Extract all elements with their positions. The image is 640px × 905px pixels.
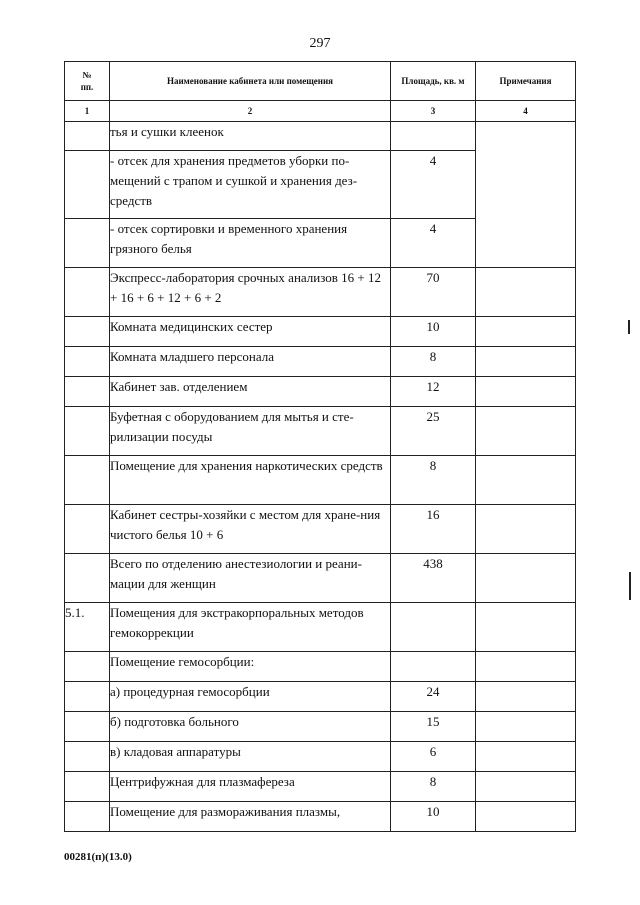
row-number (65, 742, 110, 772)
row-number (65, 772, 110, 802)
room-area: 4 (391, 219, 476, 268)
page-number: 297 (309, 36, 331, 51)
rooms-table (64, 61, 576, 832)
room-area: 16 (391, 505, 476, 554)
row-number (65, 682, 110, 712)
table-header-row (65, 62, 576, 101)
room-name: Комната младшего персонала (110, 347, 391, 377)
row-number (65, 317, 110, 347)
notes-cell (476, 802, 576, 832)
column-number: 2 (110, 101, 391, 122)
room-name: Кабинет зав. отделением (110, 377, 391, 407)
notes-cell (476, 456, 576, 505)
table-row (65, 603, 576, 652)
column-number: 3 (391, 101, 476, 122)
notes-cell (476, 122, 576, 268)
room-area: 6 (391, 742, 476, 772)
room-name: а) процедурная гемосорбции (110, 682, 391, 712)
scan-mark (628, 320, 630, 334)
room-name: Всего по отделению анестезиологии и реани-мации для женщин (110, 554, 391, 603)
room-area (391, 652, 476, 682)
table-body (65, 122, 576, 832)
room-area (391, 122, 476, 151)
notes-cell (476, 505, 576, 554)
column-number: 4 (476, 101, 576, 122)
notes-cell (476, 603, 576, 652)
table-row (65, 268, 576, 317)
header-area: Площадь, кв. м (391, 62, 476, 101)
document-code: 00281(п)(13.0) (64, 851, 132, 863)
room-name: тья и сушки клеенок (110, 122, 391, 151)
row-number (65, 377, 110, 407)
table-row (65, 712, 576, 742)
row-number (65, 122, 110, 151)
column-number: 1 (65, 101, 110, 122)
table-row (65, 122, 576, 151)
table-row (65, 456, 576, 505)
room-name: в) кладовая аппаратуры (110, 742, 391, 772)
room-area: 8 (391, 772, 476, 802)
room-name: б) подготовка больного (110, 712, 391, 742)
room-area (391, 603, 476, 652)
row-number (65, 505, 110, 554)
row-number (65, 151, 110, 219)
row-number (65, 268, 110, 317)
room-area: 438 (391, 554, 476, 603)
notes-cell (476, 682, 576, 712)
row-number (65, 652, 110, 682)
table-row (65, 377, 576, 407)
room-area: 8 (391, 347, 476, 377)
table-row (65, 347, 576, 377)
notes-cell (476, 712, 576, 742)
notes-cell (476, 407, 576, 456)
table-row (65, 554, 576, 603)
table-row (65, 407, 576, 456)
row-number (65, 347, 110, 377)
room-name: Буфетная с оборудованием для мытья и сте-рилизации посуды (110, 407, 391, 456)
room-name: Помещение для размораживания плазмы, (110, 802, 391, 832)
header-name: Наименование кабинета или помещения (110, 62, 391, 101)
notes-cell (476, 652, 576, 682)
room-name: Кабинет сестры-хозяйки с местом для хране-ния чистого белья 10 + 6 (110, 505, 391, 554)
room-area: 15 (391, 712, 476, 742)
room-area: 24 (391, 682, 476, 712)
room-name: Помещения для экстракорпоральных методов гемокоррекции (110, 603, 391, 652)
table-row (65, 652, 576, 682)
column-number-row (65, 101, 576, 122)
table-row (65, 682, 576, 712)
room-name: Центрифужная для плазмафереза (110, 772, 391, 802)
row-number (65, 802, 110, 832)
room-name: Помещение для хранения наркотических средств (110, 456, 391, 505)
notes-cell (476, 317, 576, 347)
room-area: 12 (391, 377, 476, 407)
header-notes: Примечания (476, 62, 576, 101)
room-area: 70 (391, 268, 476, 317)
notes-cell (476, 268, 576, 317)
room-name: Экспресс-лаборатория срочных анализов 16 + 12 + 16 + 6 + 12 + 6 + 2 (110, 268, 391, 317)
table-row (65, 802, 576, 832)
room-area: 10 (391, 802, 476, 832)
notes-cell (476, 772, 576, 802)
row-number (65, 712, 110, 742)
room-name: Помещение гемосорбции: (110, 652, 391, 682)
header-number: № пп. (65, 62, 110, 101)
room-name: Комната медицинских сестер (110, 317, 391, 347)
row-number (65, 456, 110, 505)
table-row (65, 742, 576, 772)
room-area: 25 (391, 407, 476, 456)
room-area: 10 (391, 317, 476, 347)
room-name: - отсек для хранения предметов уборки по-мещений с трапом и сушкой и хранения дез-средств (110, 151, 391, 219)
notes-cell (476, 742, 576, 772)
table-row (65, 772, 576, 802)
room-area: 4 (391, 151, 476, 219)
row-number (65, 219, 110, 268)
scan-mark (629, 572, 631, 600)
row-number: 5.1. (65, 603, 110, 652)
notes-cell (476, 554, 576, 603)
notes-cell (476, 377, 576, 407)
table-row (65, 505, 576, 554)
room-area: 8 (391, 456, 476, 505)
notes-cell (476, 347, 576, 377)
row-number (65, 407, 110, 456)
row-number (65, 554, 110, 603)
room-name: - отсек сортировки и временного хранения грязного белья (110, 219, 391, 268)
table-row (65, 317, 576, 347)
